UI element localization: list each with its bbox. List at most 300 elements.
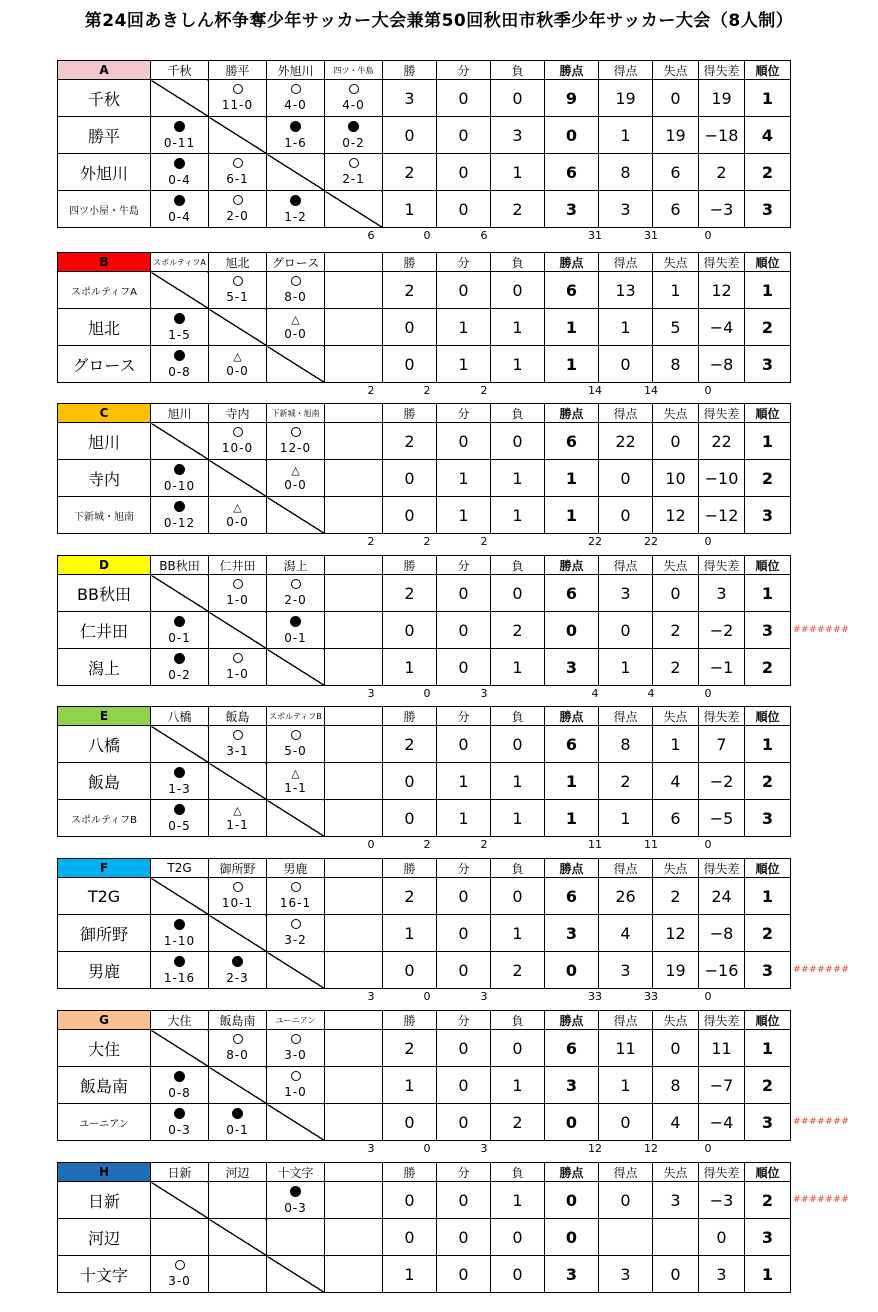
stat-value: 3: [599, 191, 653, 228]
stat-value: 3: [745, 612, 791, 649]
match-cell: [209, 80, 267, 117]
total-value: 0: [704, 384, 712, 397]
match-cell: [267, 272, 325, 309]
win-circle-icon: [209, 195, 266, 209]
win-circle-icon: [267, 1071, 324, 1085]
dot-shape: [290, 121, 301, 132]
match-cell: [209, 1104, 267, 1141]
match-score: 0-1: [226, 1122, 249, 1137]
match-cell: [209, 154, 267, 191]
stat-value: 2: [653, 649, 699, 686]
team-name: 千秋: [58, 80, 151, 117]
match-cell: [151, 952, 209, 989]
header-row: [58, 707, 791, 726]
empty-header: [325, 1163, 383, 1182]
opponent-header: 河辺: [209, 1163, 267, 1182]
stat-value: 1: [383, 915, 437, 952]
group-e: [57, 706, 791, 837]
stat-header: 失点: [653, 253, 699, 272]
stat-value: 1: [653, 726, 699, 763]
loss-dot-icon: [151, 1108, 208, 1123]
match-cell: [209, 497, 267, 534]
total-value: 2: [367, 384, 375, 397]
match-score: 0-4: [168, 172, 191, 187]
stat-value: 0: [545, 952, 599, 989]
stat-header: 得失差: [699, 707, 745, 726]
stat-value: 0: [383, 800, 437, 837]
stat-value: 1: [491, 800, 545, 837]
group-table: [57, 403, 791, 534]
stat-header: 得失差: [699, 61, 745, 80]
stat-value: 1: [491, 649, 545, 686]
stat-header: 負: [491, 859, 545, 878]
stat-value: 1: [545, 309, 599, 346]
total-value: 6: [367, 229, 375, 242]
stat-header: 順位: [745, 1011, 791, 1030]
overflow-marker: #######: [793, 1117, 850, 1127]
match-cell: [209, 878, 267, 915]
match-cell: [325, 952, 383, 989]
stat-value: 0: [599, 460, 653, 497]
stat-value: −1: [699, 649, 745, 686]
win-circle-icon: [267, 730, 324, 744]
match-cell: [209, 423, 267, 460]
stat-value: 3: [545, 191, 599, 228]
circle-shape: [175, 1260, 185, 1270]
totals-row: [57, 687, 790, 703]
total-value: 2: [367, 535, 375, 548]
stat-header: 失点: [653, 859, 699, 878]
stat-value: 0: [437, 915, 491, 952]
self-match-cell: [151, 80, 209, 117]
opponent-header: 外旭川: [267, 61, 325, 80]
match-score: 1-6: [284, 135, 307, 150]
stat-value: 1: [745, 1030, 791, 1067]
stat-value: 1: [545, 460, 599, 497]
match-cell: [209, 952, 267, 989]
match-score: 0-3: [168, 1122, 191, 1137]
team-row: [58, 878, 791, 915]
stat-value: 0: [437, 726, 491, 763]
total-value: 11: [588, 838, 602, 851]
stat-value: 0: [491, 1256, 545, 1293]
team-row: [58, 309, 791, 346]
win-circle-icon: [267, 1034, 324, 1048]
opponent-header: グロース: [267, 253, 325, 272]
stat-value: 0: [437, 154, 491, 191]
stat-value: −4: [699, 1104, 745, 1141]
match-score: 5-1: [226, 290, 249, 304]
team-name: 下新城・旭南: [58, 497, 151, 534]
dot-shape: [174, 464, 185, 475]
stat-value: 2: [491, 952, 545, 989]
match-cell: [209, 1182, 267, 1219]
stat-value: 1: [383, 1256, 437, 1293]
stat-header: 分: [437, 61, 491, 80]
stat-value: 1: [437, 346, 491, 383]
stat-value: 4: [745, 117, 791, 154]
match-cell: [267, 423, 325, 460]
stat-value: 0: [653, 423, 699, 460]
stat-value: 1: [491, 915, 545, 952]
team-name: 飯島南: [58, 1067, 151, 1104]
loss-dot-icon: [151, 1071, 208, 1086]
win-circle-icon: [267, 579, 324, 593]
match-cell: [151, 309, 209, 346]
header-row: [58, 556, 791, 575]
match-cell: [325, 309, 383, 346]
stat-value: 19: [599, 80, 653, 117]
match-score: 0-4: [168, 209, 191, 224]
match-score: 1-10: [163, 933, 196, 948]
match-cell: [267, 878, 325, 915]
match-score: 11-0: [221, 98, 254, 112]
stat-value: 2: [491, 1104, 545, 1141]
stat-value: 0: [437, 612, 491, 649]
triangle-glyph: △: [291, 313, 300, 326]
stat-value: 2: [745, 154, 791, 191]
circle-shape: [291, 1034, 301, 1044]
match-score: 3-1: [226, 744, 249, 758]
match-score: 1-1: [284, 781, 307, 795]
dot-shape: [174, 616, 185, 627]
opponent-header: 寺内: [209, 404, 267, 423]
total-value: 0: [704, 838, 712, 851]
match-cell: [151, 763, 209, 800]
team-row: [58, 497, 791, 534]
opponent-header: 潟上: [267, 556, 325, 575]
group-table: [57, 60, 791, 228]
opponent-header: 男鹿: [267, 859, 325, 878]
stat-value: 0: [383, 460, 437, 497]
stat-value: 1: [545, 800, 599, 837]
self-match-cell: [209, 1067, 267, 1104]
stat-value: 0: [599, 346, 653, 383]
team-name: ユーニアン: [58, 1104, 151, 1141]
group-table: [57, 555, 791, 686]
match-score: 0-1: [284, 630, 307, 645]
dot-shape: [174, 121, 185, 132]
stat-value: 3: [699, 575, 745, 612]
match-cell: [267, 1182, 325, 1219]
stat-header: 得点: [599, 253, 653, 272]
stat-value: 0: [383, 763, 437, 800]
circle-shape: [233, 195, 243, 205]
loss-dot-icon: [267, 616, 324, 631]
match-cell: [325, 612, 383, 649]
match-cell: [151, 191, 209, 228]
stat-value: 1: [491, 763, 545, 800]
team-name: 飯島: [58, 763, 151, 800]
stat-value: 0: [383, 1182, 437, 1219]
win-circle-icon: [209, 1034, 266, 1048]
total-value: 3: [480, 687, 488, 700]
opponent-header: 千秋: [151, 61, 209, 80]
team-name: スポルティフA: [58, 272, 151, 309]
stat-value: 19: [653, 117, 699, 154]
total-value: 3: [367, 1142, 375, 1155]
match-cell: [151, 800, 209, 837]
loss-dot-icon: [267, 195, 324, 210]
stat-value: 0: [437, 191, 491, 228]
stat-value: 2: [745, 1067, 791, 1104]
self-match-cell: [267, 1104, 325, 1141]
stat-value: 13: [599, 272, 653, 309]
stat-value: 0: [437, 1182, 491, 1219]
stat-value: 6: [545, 878, 599, 915]
match-cell: [209, 191, 267, 228]
triangle-glyph: △: [233, 350, 242, 363]
stat-value: 0: [491, 1219, 545, 1256]
stat-header: 得点: [599, 556, 653, 575]
stat-value: 8: [653, 346, 699, 383]
stat-value: 6: [545, 272, 599, 309]
stat-value: 0: [599, 612, 653, 649]
group-table: [57, 706, 791, 837]
self-match-cell: [325, 191, 383, 228]
total-value: 3: [480, 990, 488, 1003]
match-cell: [267, 1030, 325, 1067]
dot-shape: [290, 1186, 301, 1197]
stat-value: 1: [599, 1067, 653, 1104]
match-cell: [325, 1219, 383, 1256]
stat-header: 得点: [599, 404, 653, 423]
match-score: 8-0: [226, 1048, 249, 1062]
group-table: [57, 1162, 791, 1293]
stat-value: −2: [699, 612, 745, 649]
match-cell: [209, 800, 267, 837]
win-circle-icon: [209, 730, 266, 744]
loss-dot-icon: [151, 956, 208, 971]
stat-value: 1: [491, 309, 545, 346]
stat-header: 順位: [745, 707, 791, 726]
loss-dot-icon: [267, 1186, 324, 1201]
dot-shape: [348, 121, 359, 132]
triangle-glyph: △: [291, 464, 300, 477]
match-cell: [209, 726, 267, 763]
loss-dot-icon: [151, 767, 208, 782]
stat-value: 2: [383, 423, 437, 460]
empty-header: [325, 253, 383, 272]
dot-shape: [174, 350, 185, 361]
stat-value: 0: [383, 309, 437, 346]
stat-value: −7: [699, 1067, 745, 1104]
stat-value: 0: [599, 497, 653, 534]
stat-header: 負: [491, 1163, 545, 1182]
stat-value: −16: [699, 952, 745, 989]
group-label: G: [58, 1011, 151, 1030]
group-a: [57, 60, 791, 228]
win-circle-icon: [209, 653, 266, 667]
stat-value: 2: [745, 1182, 791, 1219]
stat-value: 7: [699, 726, 745, 763]
win-circle-icon: [325, 158, 382, 172]
dot-shape: [174, 919, 185, 930]
team-name: 旭川: [58, 423, 151, 460]
total-value: 3: [367, 990, 375, 1003]
win-circle-icon: [267, 84, 324, 98]
opponent-header: 旭川: [151, 404, 209, 423]
stat-value: −12: [699, 497, 745, 534]
match-cell: [325, 763, 383, 800]
match-cell: [151, 154, 209, 191]
group-label: D: [58, 556, 151, 575]
dot-shape: [174, 653, 185, 664]
stat-value: 3: [599, 1256, 653, 1293]
match-cell: [151, 1067, 209, 1104]
win-circle-icon: [151, 1260, 208, 1274]
circle-shape: [291, 730, 301, 740]
stat-header: 得失差: [699, 1011, 745, 1030]
opponent-header: T2G: [151, 859, 209, 878]
stat-value: −8: [699, 346, 745, 383]
group-label: B: [58, 253, 151, 272]
team-name: スポルティフB: [58, 800, 151, 837]
stat-value: 0: [437, 649, 491, 686]
overflow-marker: #######: [793, 625, 850, 635]
stat-value: 2: [745, 649, 791, 686]
stat-header: 勝点: [545, 1011, 599, 1030]
stat-header: 失点: [653, 404, 699, 423]
total-value: 2: [480, 384, 488, 397]
stat-value: 1: [599, 800, 653, 837]
match-score: 2-3: [226, 970, 249, 985]
team-row: [58, 191, 791, 228]
stat-value: 3: [599, 575, 653, 612]
team-row: [58, 117, 791, 154]
match-score: 1-5: [168, 327, 191, 342]
loss-dot-icon: [209, 956, 266, 971]
stat-value: 9: [545, 80, 599, 117]
loss-dot-icon: [151, 158, 208, 173]
team-name: 男鹿: [58, 952, 151, 989]
stat-value: 22: [699, 423, 745, 460]
stat-value: 22: [599, 423, 653, 460]
win-circle-icon: [209, 276, 266, 290]
match-score: 16-1: [279, 896, 312, 910]
circle-shape: [291, 84, 301, 94]
team-row: [58, 649, 791, 686]
stat-header: 順位: [745, 556, 791, 575]
match-cell: [209, 272, 267, 309]
match-score: 0-10: [163, 478, 196, 493]
match-cell: [151, 1104, 209, 1141]
self-match-cell: [151, 1182, 209, 1219]
stat-value: [653, 1219, 699, 1256]
match-score: 1-0: [226, 667, 249, 681]
group-label: C: [58, 404, 151, 423]
team-name: 寺内: [58, 460, 151, 497]
match-score: 2-0: [226, 209, 249, 223]
stat-header: 得点: [599, 1163, 653, 1182]
opponent-header: BB秋田: [151, 556, 209, 575]
self-match-cell: [209, 309, 267, 346]
total-value: 2: [423, 535, 431, 548]
team-row: [58, 1030, 791, 1067]
draw-triangle-icon: [267, 313, 324, 327]
match-cell: [325, 117, 383, 154]
stat-value: 4: [599, 915, 653, 952]
stat-value: 0: [545, 1219, 599, 1256]
match-cell: [325, 1067, 383, 1104]
stat-value: 1: [745, 878, 791, 915]
stat-value: −3: [699, 1182, 745, 1219]
stat-value: 0: [437, 1104, 491, 1141]
stat-value: 0: [383, 1104, 437, 1141]
team-name: 大住: [58, 1030, 151, 1067]
total-value: 0: [423, 990, 431, 1003]
stat-value: 1: [545, 497, 599, 534]
team-row: [58, 800, 791, 837]
self-match-cell: [151, 1030, 209, 1067]
stat-value: 3: [491, 117, 545, 154]
self-match-cell: [267, 800, 325, 837]
total-value: 0: [423, 687, 431, 700]
match-cell: [209, 346, 267, 383]
stat-value: 0: [545, 1182, 599, 1219]
stat-value: 6: [545, 575, 599, 612]
stat-value: 2: [491, 191, 545, 228]
stat-value: 8: [599, 726, 653, 763]
stat-value: 3: [599, 952, 653, 989]
stat-value: 19: [653, 952, 699, 989]
empty-header: [325, 404, 383, 423]
stat-value: 0: [653, 1256, 699, 1293]
match-score: 0-1: [168, 630, 191, 645]
total-value: 6: [480, 229, 488, 242]
stat-header: 勝: [383, 253, 437, 272]
team-row: [58, 952, 791, 989]
draw-triangle-icon: [209, 350, 266, 364]
stat-value: 1: [599, 309, 653, 346]
totals-row: [57, 990, 790, 1006]
stat-header: 順位: [745, 61, 791, 80]
circle-shape: [291, 919, 301, 929]
win-circle-icon: [267, 276, 324, 290]
stat-value: 1: [745, 1256, 791, 1293]
stat-value: 0: [383, 497, 437, 534]
stat-header: 得失差: [699, 404, 745, 423]
stat-header: 分: [437, 253, 491, 272]
win-circle-icon: [267, 882, 324, 896]
match-score: 0-0: [226, 364, 249, 378]
match-score: 3-0: [284, 1048, 307, 1062]
stat-header: 勝点: [545, 253, 599, 272]
match-cell: [267, 915, 325, 952]
stat-value: 1: [383, 191, 437, 228]
dot-shape: [174, 158, 185, 169]
stat-header: 勝: [383, 404, 437, 423]
stat-value: [599, 1219, 653, 1256]
total-value: 3: [480, 1142, 488, 1155]
group-label: H: [58, 1163, 151, 1182]
loss-dot-icon: [267, 121, 324, 136]
team-name: T2G: [58, 878, 151, 915]
match-score: 3-0: [168, 1274, 191, 1288]
stat-value: 1: [383, 1067, 437, 1104]
stat-value: 0: [545, 612, 599, 649]
total-value: 22: [644, 535, 658, 548]
match-cell: [151, 649, 209, 686]
total-value: 22: [588, 535, 602, 548]
match-cell: [325, 423, 383, 460]
stat-value: 0: [699, 1219, 745, 1256]
circle-shape: [233, 158, 243, 168]
stat-value: 0: [383, 952, 437, 989]
stat-value: 3: [745, 1219, 791, 1256]
dot-shape: [174, 1071, 185, 1082]
stat-value: 6: [653, 191, 699, 228]
